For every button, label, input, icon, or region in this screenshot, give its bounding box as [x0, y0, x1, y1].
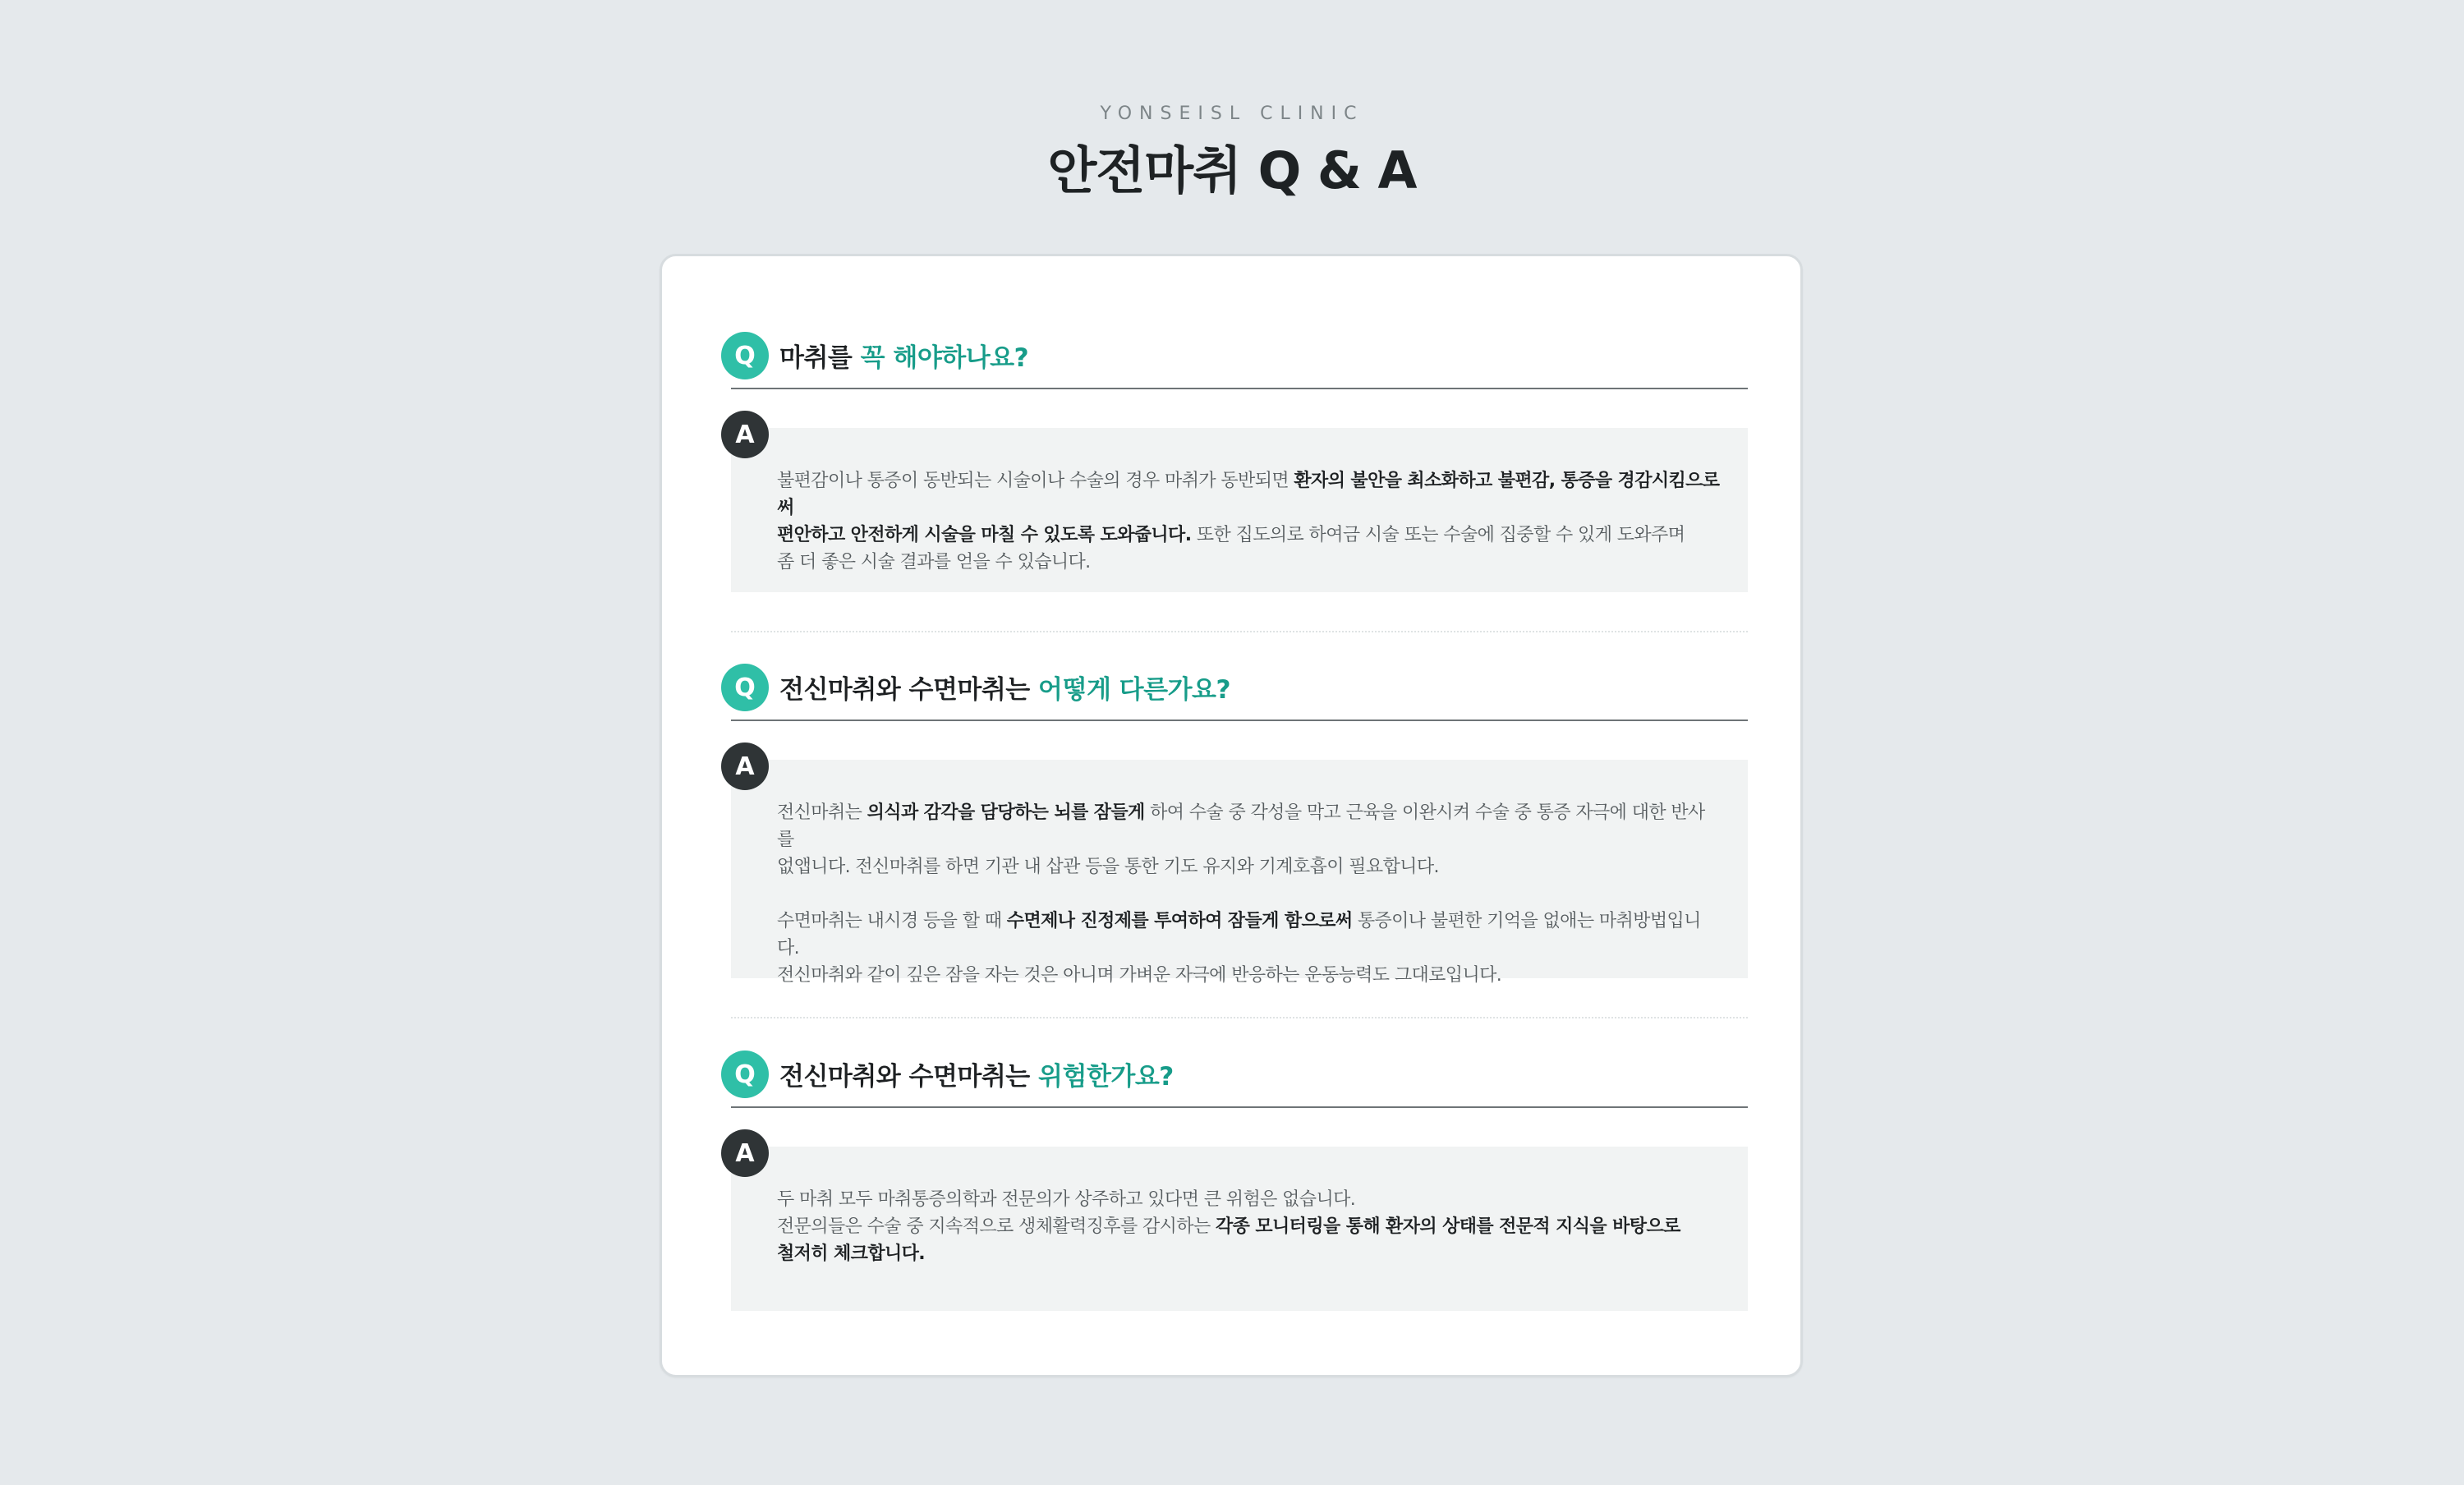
answer-line: [777, 853, 1722, 880]
question-underline: [731, 720, 1748, 721]
answer-text-segment: 불편감이나 통증이 동반되는 시술이나 수술의 경우 마취가 동반되면: [777, 471, 1294, 491]
answer-text-segment: 또한 집도의로 하여금 시술 또는 수술에 집중할 수 있게 도와주며: [1191, 525, 1685, 545]
section-divider: [731, 1017, 1748, 1018]
answer-text-segment: 전문의들은 수술 중 지속적으로 생체활력징후를 감시하는: [777, 1216, 1216, 1237]
answer-paragraph-gap: [777, 880, 1722, 908]
question-prefix: 마취를: [779, 343, 861, 373]
question-row: [721, 657, 1748, 720]
answer-text: [777, 799, 1722, 989]
question-badge-icon: Q: [721, 1051, 769, 1098]
answer-line: [777, 467, 1722, 522]
answer-emphasis: 철저히 체크합니다.: [777, 1244, 926, 1264]
question-badge-icon: Q: [721, 332, 769, 379]
question-underline: [731, 388, 1748, 389]
answer-line: [777, 1240, 1722, 1267]
question-row: [721, 325, 1748, 388]
answer-text-segment: 하여 수술 중 각성을 막고 근육을 이완시켜 수술 중 통증 자극에 대한 반사를: [777, 802, 1705, 850]
answer-badge-icon: A: [721, 1129, 769, 1177]
answer-text-segment: 없앱니다. 전신마취를 하면 기관 내 삽관 등을 통한 기도 유지와 기계호흡이 필요합니다.: [777, 857, 1439, 877]
answer-badge-icon: A: [721, 742, 769, 790]
answer-box: [731, 1147, 1748, 1311]
answer-text-segment: 수면마취는 내시경 등을 할 때: [777, 911, 1007, 931]
section-divider: [731, 631, 1748, 632]
answer-emphasis: 각종 모니터링을 통해 환자의 상태를 전문적 지식을 바탕으로: [1216, 1216, 1680, 1237]
answer-emphasis: 의식과 감각을 담당하는 뇌를 잠들게: [867, 802, 1145, 823]
answer-box: [731, 428, 1748, 592]
answer-line: [777, 1213, 1722, 1240]
faq-card: [660, 254, 1803, 1377]
answer-line: [777, 799, 1722, 853]
question-text: [779, 1055, 1174, 1092]
question-text: [779, 337, 1028, 374]
question-prefix: 전신마취와 수면마취는: [779, 1062, 1039, 1092]
answer-badge-icon: A: [721, 411, 769, 458]
answer-text-segment: 좀 더 좋은 시술 결과를 얻을 수 있습니다.: [777, 552, 1091, 572]
answer-line: [777, 908, 1722, 962]
clinic-subtitle: YONSEISL CLINIC: [1100, 103, 1364, 124]
question-prefix: 전신마취와 수면마취는: [779, 675, 1039, 705]
page-title: 안전마취 Q & A: [1047, 140, 1417, 200]
answer-text: [777, 1186, 1722, 1267]
answer-text-segment: 전신마취와 같이 깊은 잠을 자는 것은 아니며 가벼운 자극에 반응하는 운동능력도 그대로입니다.: [777, 965, 1502, 986]
answer-text-segment: 전신마취는: [777, 802, 867, 823]
question-highlight: 위험한가요?: [1038, 1062, 1174, 1092]
answer-text: [777, 467, 1722, 576]
question-underline: [731, 1106, 1748, 1108]
question-highlight: 어떻게 다른가요?: [1038, 675, 1230, 705]
answer-text-segment: 통증이나 불편한 기억을 없애는 마취방법입니다.: [777, 911, 1701, 959]
answer-text-segment: 두 마취 모두 마취통증의학과 전문의가 상주하고 있다면 큰 위험은 없습니다.: [777, 1189, 1356, 1210]
answer-emphasis: 편안하고 안전하게 시술을 마칠 수 있도록 도와줍니다.: [777, 525, 1192, 545]
answer-line: [777, 1186, 1722, 1213]
answer-emphasis: 수면제나 진정제를 투여하여 잠들게 함으로써: [1006, 911, 1353, 931]
answer-line: [777, 549, 1722, 576]
question-badge-icon: Q: [721, 664, 769, 711]
answer-line: [777, 522, 1722, 549]
answer-box: [731, 760, 1748, 986]
question-text: [779, 669, 1230, 706]
answer-emphasis: 환자의 불안을 최소화하고 불편감, 통증을 경감시킴으로써: [777, 471, 1720, 518]
answer-line: [777, 962, 1722, 989]
question-row: [721, 1044, 1748, 1106]
question-highlight: 꼭 해야하나요?: [860, 343, 1029, 373]
